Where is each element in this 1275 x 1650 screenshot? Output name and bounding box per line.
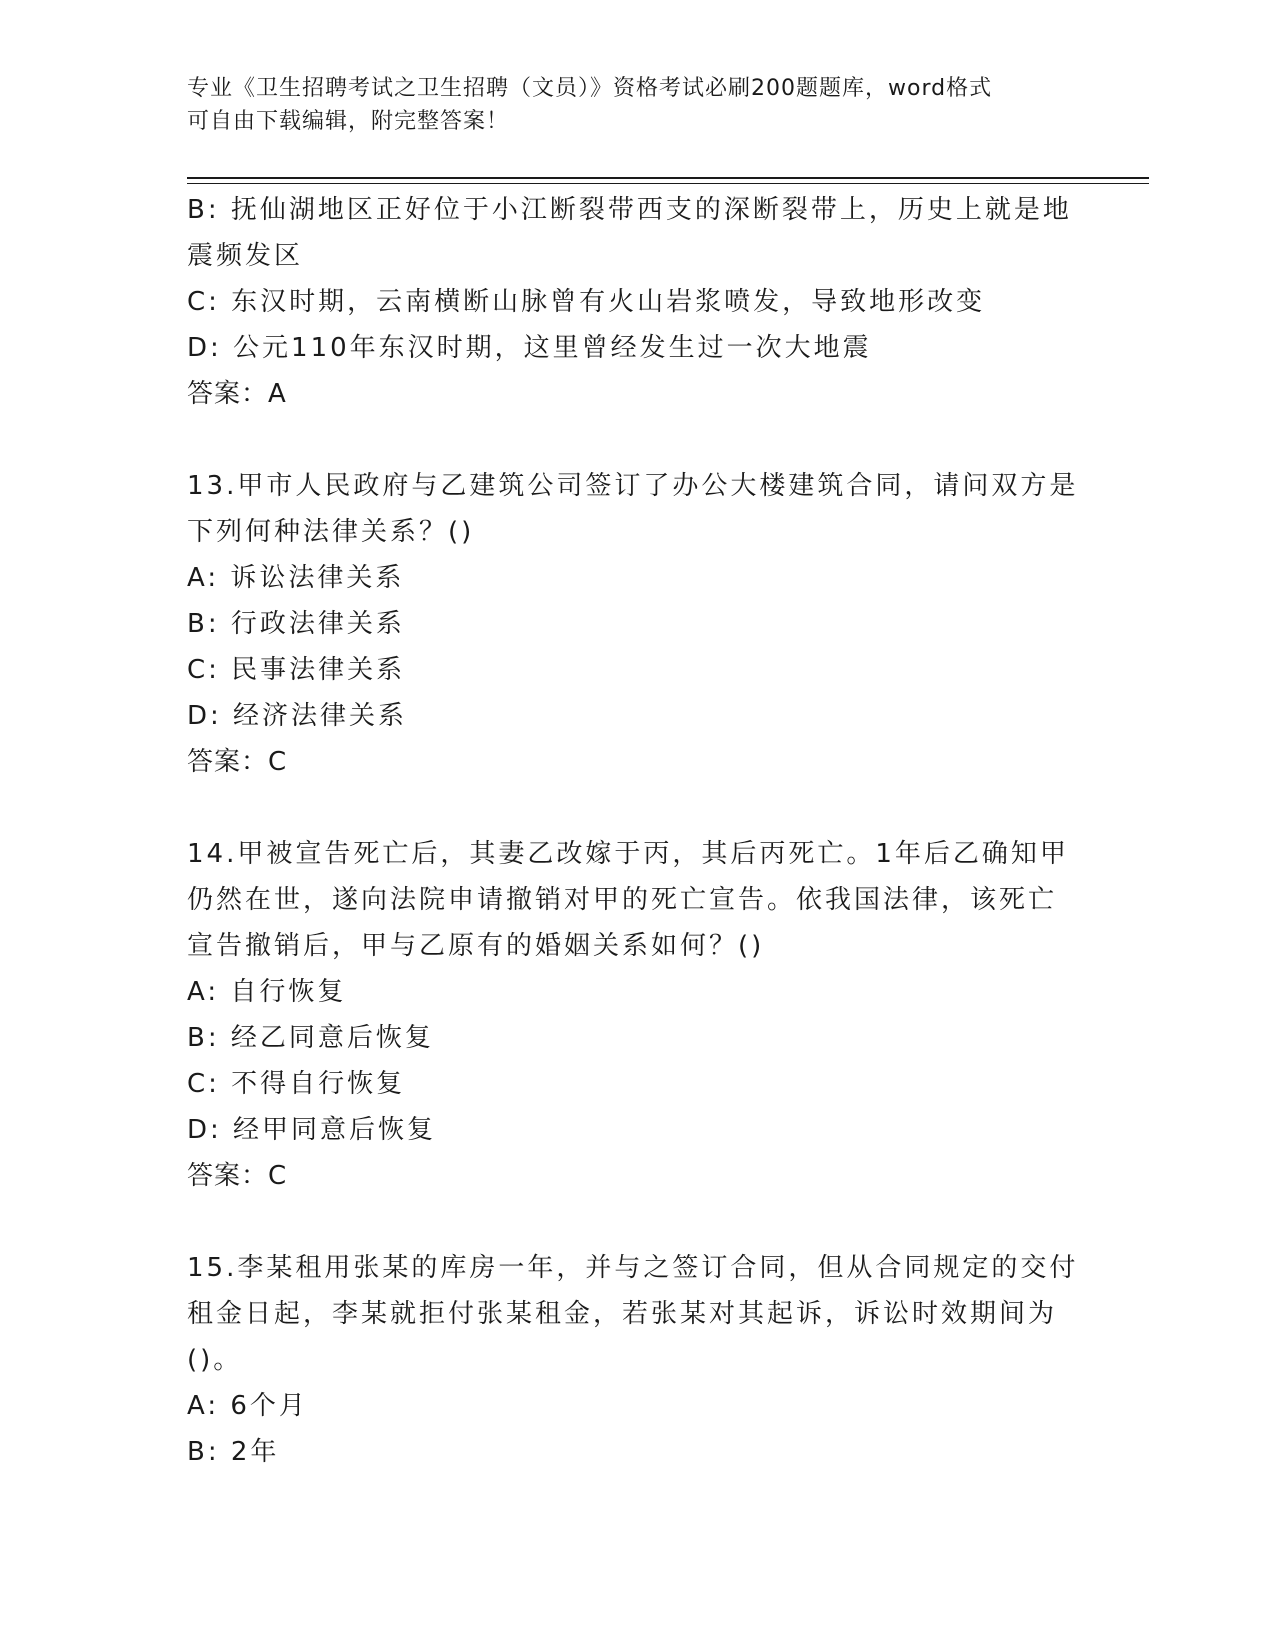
- q15-stem-line-1: 15.李某租用张某的库房一年，并与之签订合同，但从合同规定的交付: [187, 1253, 1079, 1283]
- q14-option-b: B: 经乙同意后恢复: [187, 1023, 434, 1053]
- q14-option-a: A: 自行恢复: [187, 977, 347, 1007]
- q13-answer: 答案：C: [187, 747, 288, 777]
- spacer: [187, 785, 1087, 831]
- header-line-2: 可自由下载编辑，附完整答案！: [187, 109, 510, 134]
- header-line-1: 专业《卫生招聘考试之卫生招聘（文员）》资格考试必刷200题题库，word格式: [187, 76, 993, 101]
- q13-option-d: D: 经济法律关系: [187, 701, 408, 731]
- question-14: [187, 831, 1087, 1199]
- q12-answer: 答案：A: [187, 379, 287, 409]
- q12-option-b-line-1: B: 抚仙湖地区正好位于小江断裂带西支的深断裂带上，历史上就是地: [187, 195, 1072, 225]
- question-15: [187, 1245, 1087, 1475]
- question-13: [187, 463, 1087, 785]
- q13-stem-line-1: 13.甲市人民政府与乙建筑公司签订了办公大楼建筑合同，请问双方是: [187, 471, 1079, 501]
- q12-option-b-line-2: 震频发区: [187, 241, 304, 271]
- q12-option-c: C: 东汉时期，云南横断山脉曾有火山岩浆喷发，导致地形改变: [187, 287, 986, 317]
- q14-stem-line-3: 宣告撤销后，甲与乙原有的婚姻关系如何？(): [187, 931, 765, 961]
- q15-option-b: B: 2年: [187, 1437, 280, 1467]
- q15-option-a: A: 6个月: [187, 1391, 308, 1421]
- spacer: [187, 417, 1087, 463]
- question-12: [187, 187, 1087, 417]
- q15-stem-line-2: 租金日起，李某就拒付张某租金，若张某对其起诉，诉讼时效期间为: [187, 1299, 1058, 1329]
- q14-stem-line-1: 14.甲被宣告死亡后，其妻乙改嫁于丙，其后丙死亡。1年后乙确知甲: [187, 839, 1069, 869]
- q12-option-d: D: 公元110年东汉时期，这里曾经发生过一次大地震: [187, 333, 872, 363]
- q13-stem-line-2: 下列何种法律关系？(): [187, 517, 475, 547]
- header-divider-thin: [187, 183, 1149, 184]
- q13-option-c: C: 民事法律关系: [187, 655, 406, 685]
- q14-option-c: C: 不得自行恢复: [187, 1069, 406, 1099]
- document-body: [187, 187, 1087, 1475]
- q14-option-d: D: 经甲同意后恢复: [187, 1115, 437, 1145]
- q13-option-b: B: 行政法律关系: [187, 609, 405, 639]
- q15-stem-line-3: ()。: [187, 1345, 243, 1375]
- spacer: [187, 1199, 1087, 1245]
- q13-option-a: A: 诉讼法律关系: [187, 563, 405, 593]
- header-divider-thick: [187, 177, 1149, 179]
- page-header: [187, 72, 1087, 138]
- q14-answer: 答案：C: [187, 1161, 288, 1191]
- q14-stem-line-2: 仍然在世，遂向法院申请撤销对甲的死亡宣告。依我国法律，该死亡: [187, 885, 1058, 915]
